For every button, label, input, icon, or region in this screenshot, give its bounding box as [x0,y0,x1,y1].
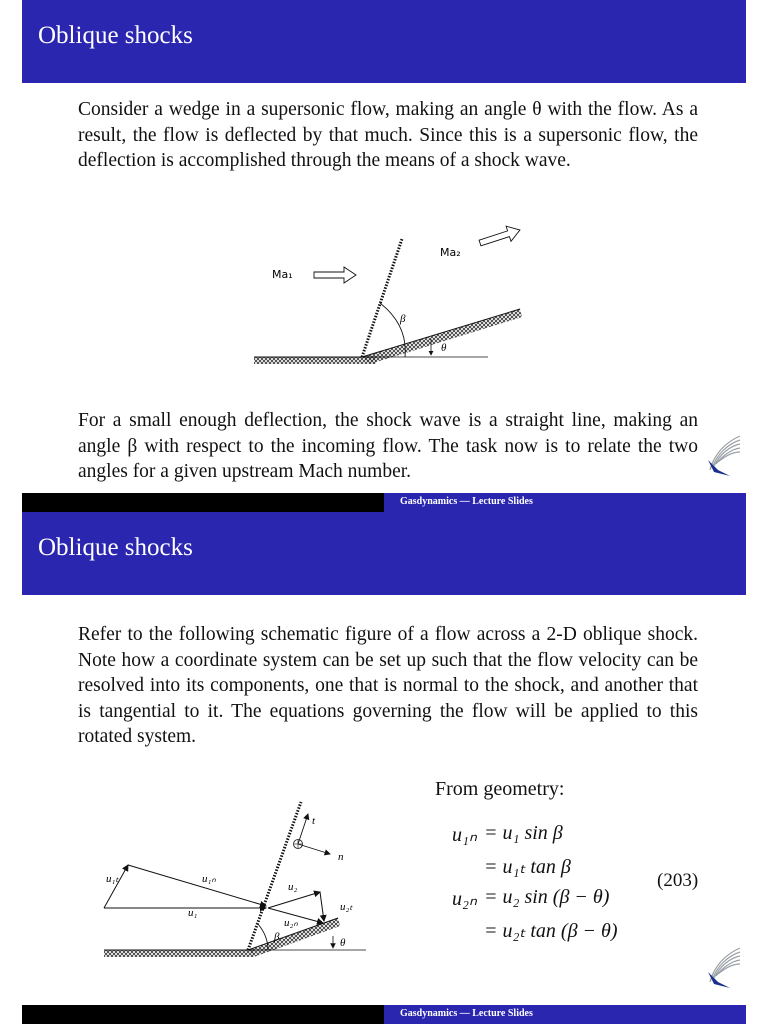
eq-rhs-1: = u₁ sin β [484,822,563,844]
title-bar [22,512,746,595]
eq-rhs-3: = u₂ sin (β − θ) [484,886,610,908]
beta-label: β [400,313,406,325]
footer-left-band [22,493,384,512]
footer-text: Gasdynamics — Lecture Slides [400,496,533,507]
title-bar [22,0,746,83]
eq-lhs-3: u₂ₙ [452,888,477,910]
eq-rhs-2: = u₁ₜ tan β [484,856,571,878]
u1n-vector [128,865,266,906]
eq-rhs-4: = u₂ₜ tan (β − θ) [484,920,618,942]
u1n-label: u₁ₙ [202,873,216,885]
u2n-vector [320,892,324,921]
footer-text: Gasdynamics — Lecture Slides [400,1008,533,1019]
u2n-label: u₂ₙ [284,917,298,929]
shock-wave [362,239,402,357]
footer [22,1005,746,1024]
u1t-label: u₁ₜ [106,873,119,885]
outro-paragraph [78,408,698,485]
ma1-arrow [314,267,356,283]
outro-text: For a small enough deflection, the shock wave is a straight line, making an angle β with respect to the incoming flow. The task now is to relate the two angles for a given upstream Mach number. [78,410,698,482]
ground-hatch [104,950,254,957]
university-logo-icon [704,432,744,476]
university-logo-icon [704,944,744,988]
t-axis [298,814,308,844]
wedge-hatch [362,309,522,364]
footer [22,493,746,512]
eq-lhs-1: u₁ₙ [452,824,477,846]
n-axis [298,844,330,854]
ma2-arrow [478,225,523,251]
wedge-diagram [240,225,540,375]
u2-label: u₂ [288,881,298,893]
footer-right-band [384,1005,746,1024]
n-label: n [338,851,344,863]
t-label: t [312,815,316,827]
intro-text: Consider a wedge in a supersonic flow, making an angle θ with the flow. As a result, the flow is deflected by that much. Since this is a supersonic flow, the deflection is accomplished through the means of a shock wave. [78,99,698,171]
beta-label: β [274,931,280,943]
velocity-diagram [98,790,388,970]
equation-block [440,818,720,948]
intro-paragraph [78,622,698,750]
geometry-heading: From geometry: [435,778,565,800]
theta-label: θ [441,342,447,354]
equation-number: (203) [657,870,699,891]
u1-label: u₁ [188,907,198,919]
ma1-label: Ma₁ [272,268,293,281]
u1t-vector [104,865,128,908]
ground-hatch [254,357,376,364]
slide-title: Oblique shocks [38,22,193,49]
u2t-label: u₂ₜ [340,901,353,913]
intro-text: Refer to the following schematic figure of a flow across a 2-D oblique shock. Note how a coordinate system can be set up such that the flow velocity can be resolved into its components, one that is normal to the shock, and another that is tangential to it. The equations governing the flow will be applied to this rotated system. [78,624,698,747]
footer-left-band [22,1005,384,1024]
intro-paragraph [78,97,698,174]
u2t-vector [268,892,320,908]
slide-title: Oblique shocks [38,534,193,561]
ma2-label: Ma₂ [440,246,461,259]
theta-label: θ [340,937,346,949]
slide-2 [0,512,768,1024]
footer-right-band [384,493,746,512]
